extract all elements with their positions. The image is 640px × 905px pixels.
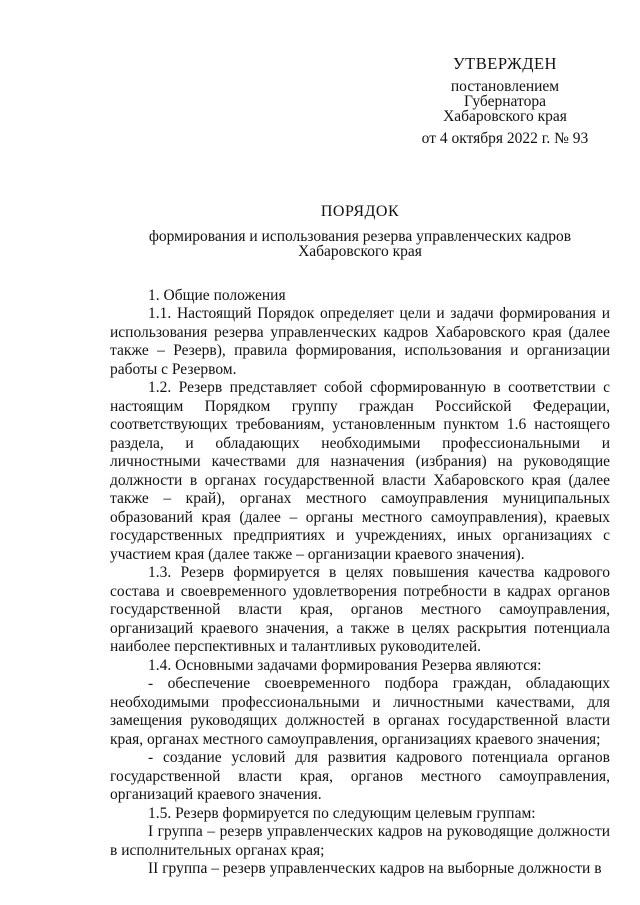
approval-date: от 4 октября 2022 г. № 93 bbox=[421, 130, 589, 147]
paragraph-1-3: 1.3. Резерв формируется в целях повышения качества кадрового состава и своевременного удовлетворения потребности в кадрах органов государственной власти края, органов местного самоуправления, организаций краевого значения, а также в целях раскрытия потенциала наиболее перспективных и талантливых руководителей. bbox=[110, 564, 610, 655]
document-subtitle-line-1: формирования и использования резерва управленческих кадров bbox=[148, 228, 572, 245]
paragraph-1-1: 1.1. Настоящий Порядок определяет цели и задачи формирования и использования резерва управленческих кадров Хабаровского края (далее также – Резерв), правила формирования, использования и организации работы с Резервом. bbox=[110, 305, 610, 378]
section-heading: 1. Общие положения bbox=[148, 287, 286, 304]
paragraph-task-1: - обеспечение своевременного подбора граждан, обладающих необходимыми профессиональными и личностными качествами, для замещения руководящих должностей в органах государственной власти края, органах местного самоуправления, организациях краевого значения; bbox=[110, 675, 610, 748]
approval-title: УТВЕРЖДЕН bbox=[453, 54, 557, 73]
paragraph-1-2: 1.2. Резерв представляет собой сформированную в соответствии с настоящим Порядком группу граждан Российской Федерации, соответствующих требованиям, установленным пунктом 1.6 настоящего раздела, и обладающих необходимыми профессиональными и личностными качествами для назначения (избрания) на руководящие должности в органах государственной власти Хабаровского края (далее также – край), органах местного самоуправления муниципальных образований края (далее – органы местного самоуправления), краевых государственных предприятиях и учреждениях, иных организациях с участием края (далее также – организации краевого значения). bbox=[110, 379, 610, 563]
document-title-block bbox=[60, 204, 640, 259]
document-body bbox=[110, 305, 610, 879]
approval-line-2: Губернатора bbox=[464, 93, 546, 110]
document-subtitle-line-2: Хабаровского края bbox=[298, 243, 422, 260]
paragraph-1-4: 1.4. Основными задачами формирования Резерва являются: bbox=[148, 656, 542, 674]
paragraph-group-1: I группа – резерв управленческих кадров на руководящие должности в исполнительных органах края; bbox=[110, 823, 610, 859]
paragraph-task-2: - создание условий для развития кадрового потенциала органов государственной власти края, органов местного самоуправления, организаций краевого значения. bbox=[110, 749, 610, 803]
paragraph-group-2: II группа – резерв управленческих кадров на выборные должности в bbox=[148, 860, 602, 877]
approval-line-1: постановлением bbox=[450, 78, 560, 95]
approval-line-3: Хабаровского края bbox=[443, 108, 567, 125]
document-title: ПОРЯДОК bbox=[320, 203, 400, 220]
paragraph-1-5: 1.5. Резерв формируется по следующим целевым группам: bbox=[148, 804, 536, 822]
approval-stamp bbox=[380, 56, 630, 146]
